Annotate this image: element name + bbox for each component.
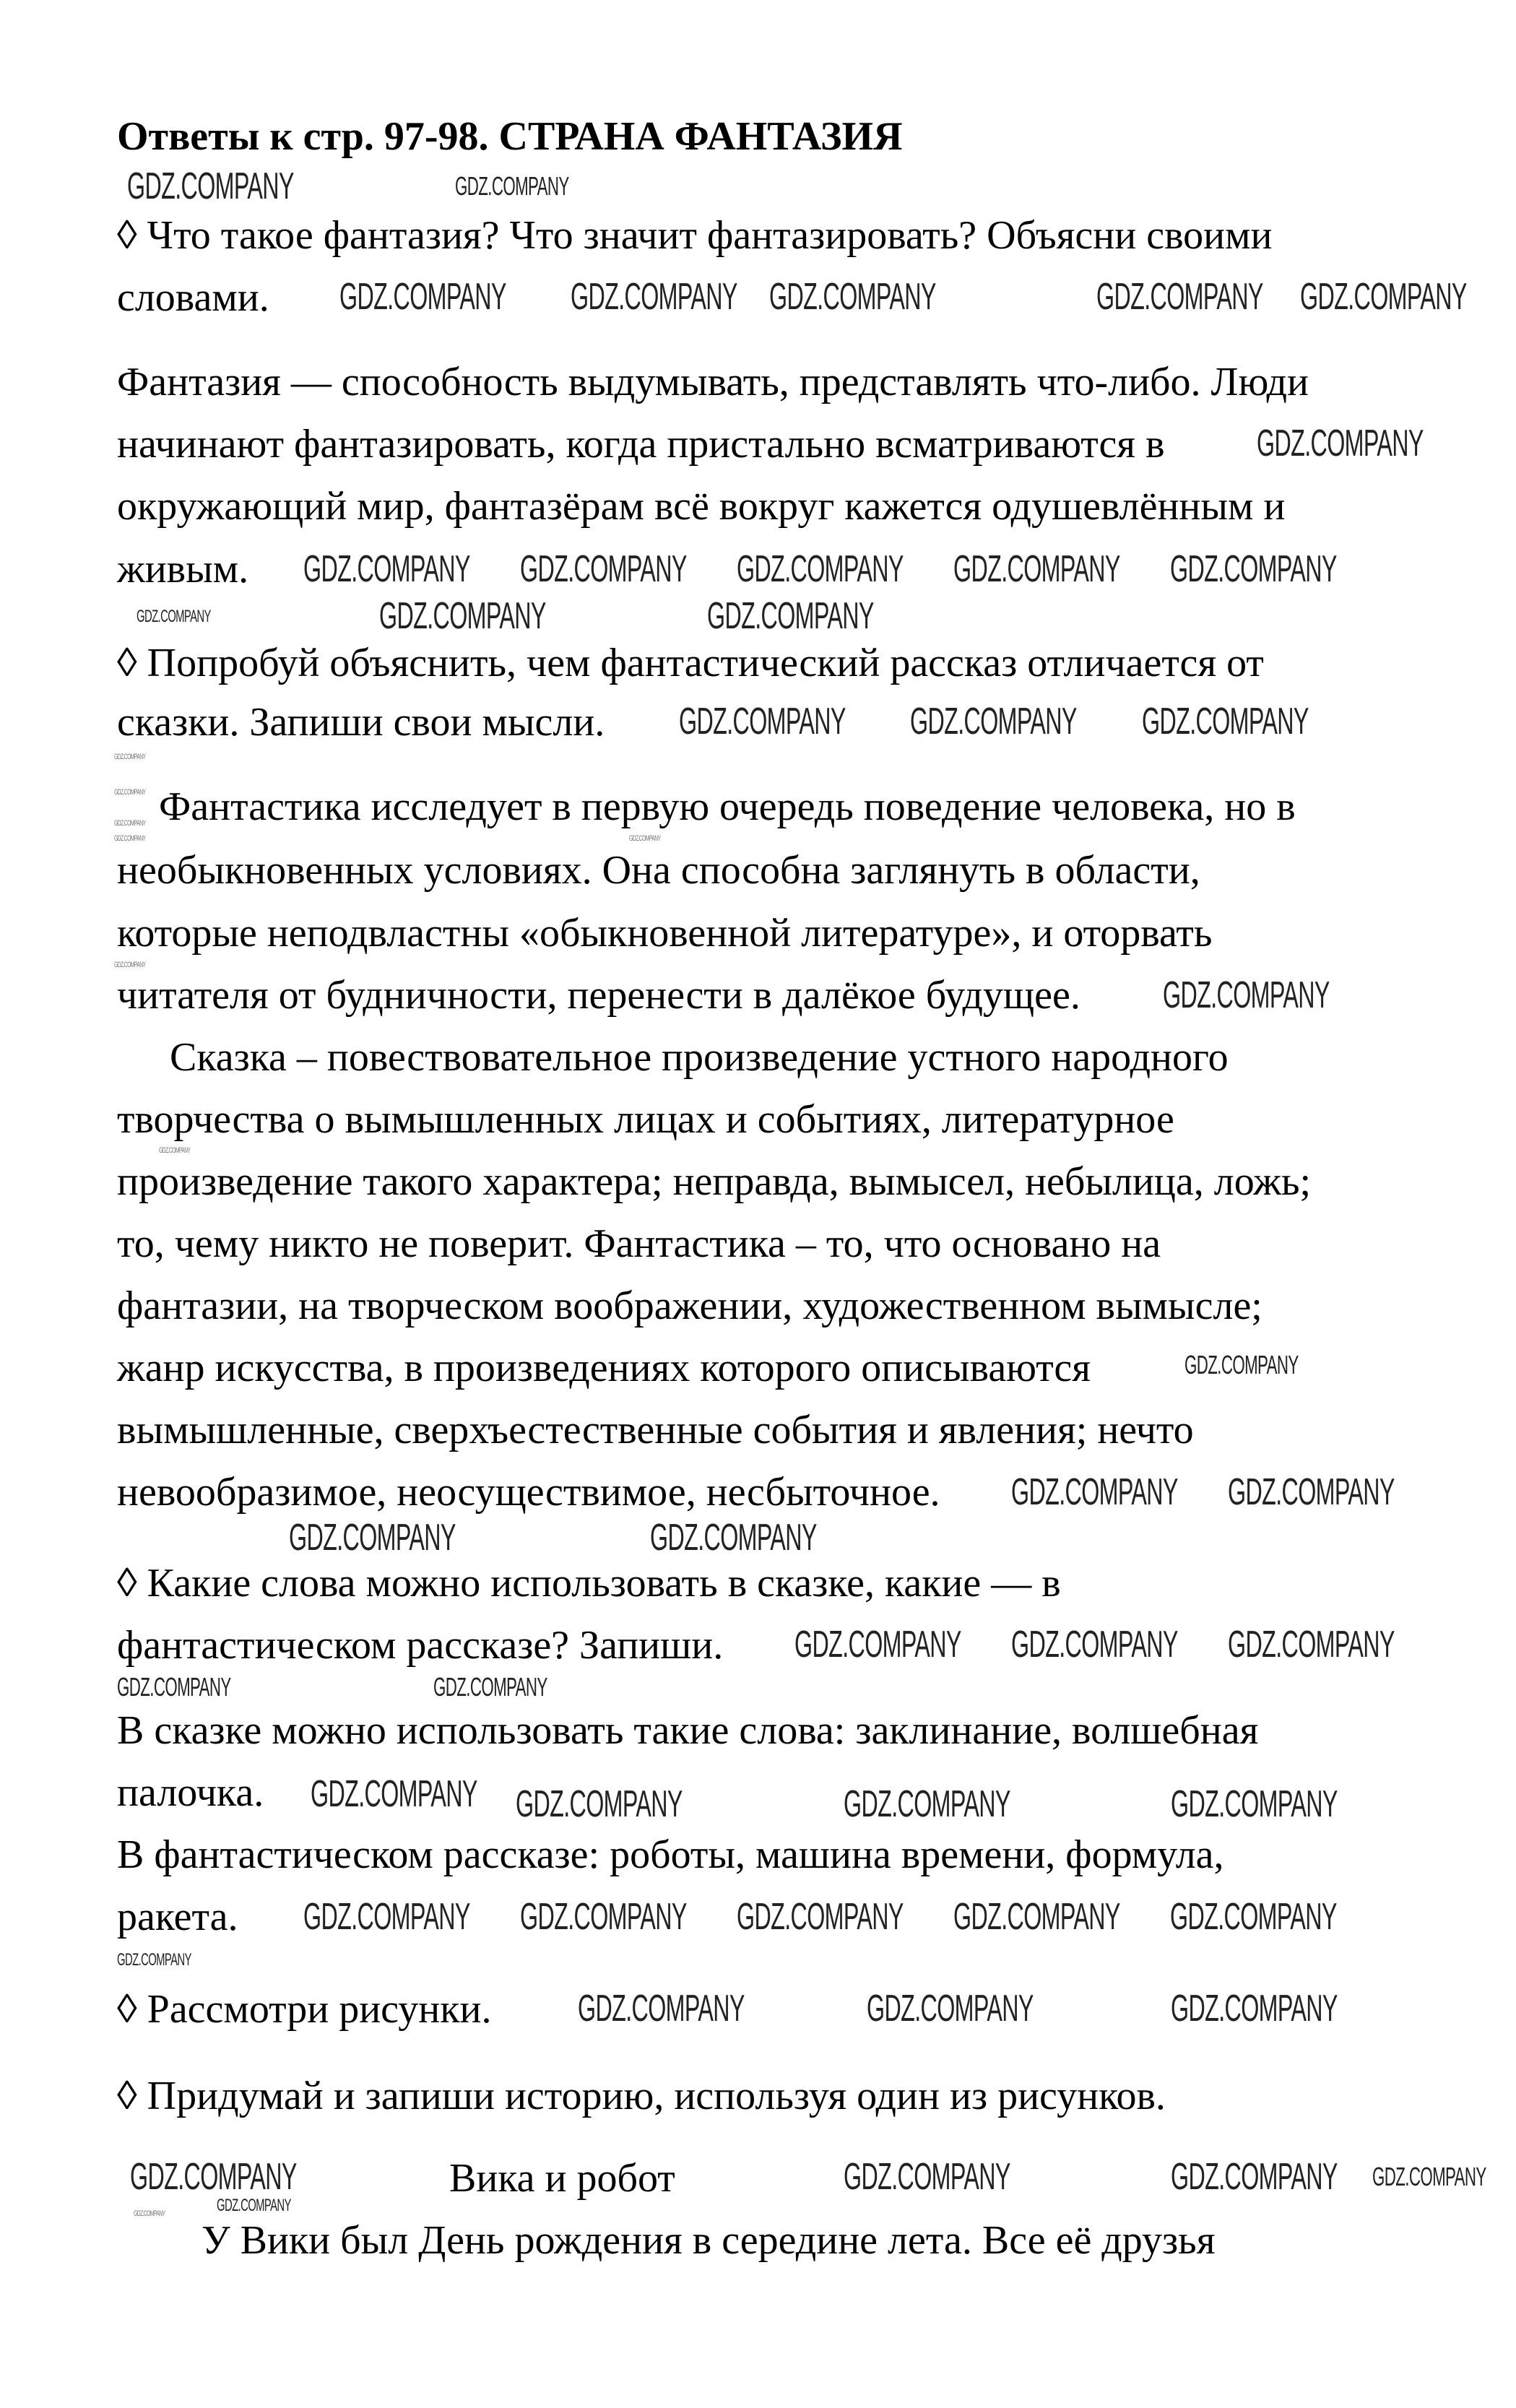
watermark: GDZ.COMPANY: [1228, 1471, 1395, 1513]
watermark: GDZ.COMPANY: [114, 834, 146, 843]
answer-1-line: начинают фантазировать, когда пристально всматриваются в: [117, 422, 1165, 467]
watermark: GDZ.COMPANY: [953, 1896, 1120, 1938]
watermark: GDZ.COMPANY: [650, 1517, 817, 1559]
watermark: GDZ.COMPANY: [516, 1783, 683, 1825]
watermark: GDZ.COMPANY: [571, 276, 737, 318]
watermark: GDZ.COMPANY: [1228, 1624, 1395, 1666]
answer-2-line: жанр искусства, в произведениях которого описываются: [117, 1346, 1091, 1390]
watermark: GDZ.COMPANY: [578, 1988, 745, 2030]
story-title: Вика и робот: [449, 2156, 675, 2201]
watermark: GDZ.COMPANY: [953, 548, 1120, 590]
watermark: GDZ.COMPANY: [117, 1672, 231, 1702]
question-1-cont: словами.: [117, 275, 269, 320]
watermark: GDZ.COMPANY: [1011, 1471, 1178, 1513]
question-1: ◊ Что такое фантазия? Что значит фантазировать? Объясни своими: [117, 213, 1273, 258]
watermark: GDZ.COMPANY: [311, 1773, 477, 1815]
answer-2: Фантастика исследует в первую очередь поведение человека, но в: [159, 784, 1296, 829]
answer-1: Фантазия — способность выдумывать, представлять что-либо. Люди: [117, 360, 1309, 404]
watermark: GDZ.COMPANY: [679, 701, 846, 742]
watermark: GDZ.COMPANY: [769, 276, 936, 318]
question-2-cont: сказки. Запиши свои мысли.: [117, 700, 605, 745]
watermark: GDZ.COMPANY: [114, 788, 146, 797]
watermark: GDZ.COMPANY: [130, 2156, 297, 2198]
watermark: GDZ.COMPANY: [114, 819, 146, 828]
watermark: GDZ.COMPANY: [629, 834, 661, 843]
watermark: GDZ.COMPANY: [114, 961, 146, 969]
answer-3-line: ракета.: [117, 1894, 238, 1939]
watermark: GDZ.COMPANY: [217, 2196, 291, 2215]
answer-3-line: палочка.: [117, 1770, 264, 1815]
watermark: GDZ.COMPANY: [1170, 548, 1337, 590]
watermark: GDZ.COMPANY: [127, 165, 294, 207]
answer-2-line: то, чему никто не поверит. Фантастика – то, что основано на: [117, 1221, 1161, 1266]
watermark: GDZ.COMPANY: [737, 548, 904, 590]
answer-3: В сказке можно использовать такие слова: заклинание, волшебная: [117, 1708, 1259, 1753]
watermark: GDZ.COMPANY: [844, 1783, 1010, 1825]
watermark: GDZ.COMPANY: [1300, 276, 1467, 318]
page-title: Ответы к стр. 97-98. СТРАНА ФАНТАЗИЯ: [117, 114, 903, 159]
watermark: GDZ.COMPANY: [1372, 2162, 1486, 2191]
watermark: GDZ.COMPANY: [159, 1146, 191, 1155]
question-3-cont: фантастическом рассказе? Запиши.: [117, 1623, 724, 1668]
answer-1-line: живым.: [117, 547, 249, 592]
watermark: GDZ.COMPANY: [1184, 1350, 1299, 1380]
watermark: GDZ.COMPANY: [1257, 423, 1424, 464]
watermark: GDZ.COMPANY: [137, 607, 211, 626]
answer-2-line: творчества о вымышленных лицах и событиях, литературное: [117, 1097, 1174, 1142]
question-2: ◊ Попробуй объяснить, чем фантастический рассказ отличается от: [117, 641, 1264, 685]
answer-2-line: читателя от будничности, перенести в далёкое будущее.: [117, 973, 1080, 1018]
answer-2-line: необыкновенных условиях. Она способна заглянуть в области,: [117, 848, 1200, 893]
watermark: GDZ.COMPANY: [379, 595, 546, 637]
answer-2-line: невообразимое, неосуществимое, несбыточное.: [117, 1470, 940, 1515]
watermark: GDZ.COMPANY: [134, 2209, 165, 2218]
story-text: У Вики был День рождения в середине лета. Все её друзья: [202, 2218, 1216, 2263]
watermark: GDZ.COMPANY: [1163, 974, 1330, 1016]
watermark: GDZ.COMPANY: [1142, 701, 1309, 742]
answer-2-line: вымышленные, сверхъестественные события и явления; нечто: [117, 1408, 1194, 1452]
question-5: ◊ Придумай и запиши историю, используя один из рисунков.: [117, 2074, 1166, 2118]
watermark: GDZ.COMPANY: [303, 1896, 470, 1938]
watermark: GDZ.COMPANY: [1011, 1624, 1178, 1666]
watermark: GDZ.COMPANY: [844, 2156, 1010, 2198]
watermark: GDZ.COMPANY: [339, 276, 506, 318]
answer-3-line: В фантастическом рассказе: роботы, машина времени, формула,: [117, 1832, 1224, 1877]
watermark: GDZ.COMPANY: [289, 1517, 456, 1559]
watermark: GDZ.COMPANY: [794, 1624, 961, 1666]
watermark: GDZ.COMPANY: [303, 548, 470, 590]
answer-2-line: произведение такого характера; неправда, вымысел, небылица, ложь;: [117, 1159, 1312, 1204]
watermark: GDZ.COMPANY: [114, 753, 146, 761]
answer-2-line: фантазии, на творческом воображении, художественном вымысле;: [117, 1283, 1262, 1328]
watermark: GDZ.COMPANY: [737, 1896, 904, 1938]
question-4: ◊ Рассмотри рисунки.: [117, 1987, 492, 2032]
watermark: GDZ.COMPANY: [1171, 1988, 1338, 2030]
watermark: GDZ.COMPANY: [910, 701, 1077, 742]
watermark: GDZ.COMPANY: [1096, 276, 1263, 318]
watermark: GDZ.COMPANY: [707, 595, 874, 637]
answer-2-line: которые неподвластны «обыкновенной литературе», и оторвать: [117, 911, 1213, 956]
watermark: GDZ.COMPANY: [1170, 1896, 1337, 1938]
answer-2-paragraph-2: Сказка – повествовательное произведение устного народного: [170, 1035, 1229, 1080]
watermark: GDZ.COMPANY: [1171, 2156, 1338, 2198]
watermark: GDZ.COMPANY: [455, 171, 569, 201]
watermark: GDZ.COMPANY: [433, 1672, 547, 1702]
watermark: GDZ.COMPANY: [117, 1950, 191, 1970]
watermark: GDZ.COMPANY: [867, 1988, 1034, 2030]
question-3: ◊ Какие слова можно использовать в сказке, какие — в: [117, 1561, 1061, 1606]
watermark: GDZ.COMPANY: [520, 548, 687, 590]
watermark: GDZ.COMPANY: [520, 1896, 687, 1938]
answer-1-line: окружающий мир, фантазёрам всё вокруг кажется одушевлённым и: [117, 484, 1286, 529]
watermark: GDZ.COMPANY: [1171, 1783, 1338, 1825]
